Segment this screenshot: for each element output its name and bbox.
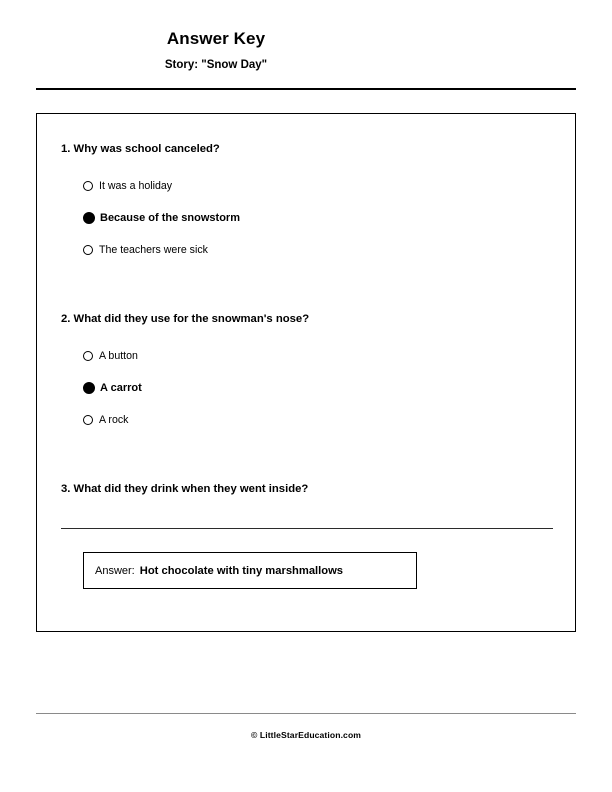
questions-container bbox=[36, 113, 576, 632]
option-label: It was a holiday bbox=[99, 180, 173, 192]
answer-label: Answer: bbox=[95, 564, 135, 577]
option-row[interactable] bbox=[61, 404, 555, 436]
option-row[interactable] bbox=[61, 202, 555, 234]
answer-value: Hot chocolate with tiny marshmallows bbox=[139, 564, 344, 577]
question-block-3 bbox=[61, 482, 555, 497]
answer-key-box bbox=[83, 552, 417, 589]
radio-selected-icon[interactable] bbox=[83, 382, 95, 394]
answer-writein-line[interactable] bbox=[61, 528, 553, 529]
radio-unselected-icon[interactable] bbox=[83, 351, 93, 361]
radio-selected-icon[interactable] bbox=[83, 212, 95, 224]
footer-divider bbox=[36, 713, 576, 714]
option-label: Because of the snowstorm bbox=[100, 212, 240, 224]
radio-unselected-icon[interactable] bbox=[83, 415, 93, 425]
option-label: A rock bbox=[99, 414, 129, 426]
question-text-2: 2. What did they use for the snowman's nose? bbox=[61, 313, 310, 325]
option-label: A button bbox=[99, 350, 138, 362]
question-block-2 bbox=[61, 312, 555, 436]
option-row[interactable] bbox=[61, 170, 555, 202]
question-text-3: 3. What did they drink when they went inside? bbox=[61, 483, 309, 495]
radio-unselected-icon[interactable] bbox=[83, 245, 93, 255]
header-divider bbox=[36, 88, 576, 90]
question-text-1: 1. Why was school canceled? bbox=[61, 143, 220, 155]
footer-copyright: © LittleStarEducation.com bbox=[250, 730, 362, 740]
option-row[interactable] bbox=[61, 234, 555, 266]
option-row[interactable] bbox=[61, 372, 555, 404]
option-row[interactable] bbox=[61, 340, 555, 372]
page-title: Answer Key bbox=[166, 29, 266, 48]
story-subtitle: Story: "Snow Day" bbox=[164, 59, 268, 71]
question-block-1 bbox=[61, 142, 555, 266]
radio-unselected-icon[interactable] bbox=[83, 181, 93, 191]
option-label: A carrot bbox=[100, 382, 142, 394]
document-header bbox=[36, 28, 396, 73]
option-group-2 bbox=[61, 340, 555, 436]
option-label: The teachers were sick bbox=[99, 244, 208, 256]
option-group-1 bbox=[61, 170, 555, 266]
